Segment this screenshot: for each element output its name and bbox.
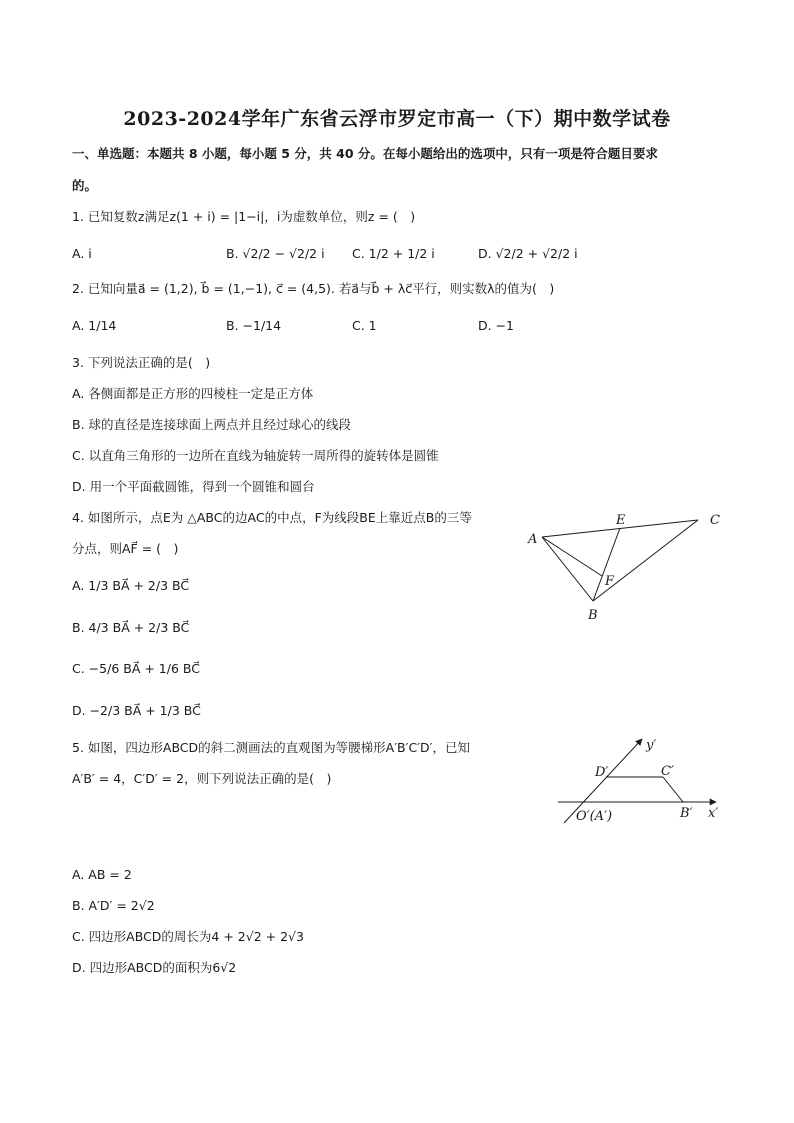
label-f: F bbox=[605, 574, 615, 589]
label-origin: O′(A′) bbox=[576, 809, 613, 824]
label-y-axis: y′ bbox=[646, 738, 657, 753]
label-c: C bbox=[710, 513, 720, 528]
q4-option-b: B. 4/3 BA⃗ + 2/3 BC⃗ bbox=[72, 620, 190, 635]
segment-af bbox=[542, 537, 602, 576]
q1-option-a: A. i bbox=[72, 246, 92, 261]
q4-option-c: C. −5/6 BA⃗ + 1/6 BC⃗ bbox=[72, 661, 200, 676]
q5-stem-line1: 5. 如图，四边形ABCD的斜二测画法的直观图为等腰梯形A′B′C′D′，已知 bbox=[72, 740, 470, 755]
q1-option-d: D. √2/2 + √2/2 i bbox=[478, 246, 578, 261]
q1-option-b: B. √2/2 − √2/2 i bbox=[226, 246, 325, 261]
q1-option-c: C. 1/2 + 1/2 i bbox=[352, 246, 435, 261]
q2-stem: 2. 已知向量a⃗ = (1,2), b⃗ = (1,−1), c⃗ = (4,5). 若a⃗与b⃗ + λc⃗平行，则实数λ的值为( ) bbox=[72, 281, 555, 296]
section-heading-line1: 一、单选题：本题共 8 小题，每小题 5 分，共 40 分。在每小题给出的选项中，只有一项是符合题目要求 bbox=[72, 146, 658, 161]
q1-stem: 1. 已知复数z满足z(1 + i) = |1−i|，i为虚数单位，则z = ( ) bbox=[72, 209, 416, 224]
section-heading-line2: 的。 bbox=[72, 178, 98, 193]
label-b: B bbox=[588, 608, 598, 623]
label-b: B′ bbox=[680, 806, 693, 821]
segment-cb bbox=[663, 777, 683, 802]
q2-option-d: D. −1 bbox=[478, 318, 514, 333]
q3-option-c: C. 以直角三角形的一边所在直线为轴旋转一周所得的旋转体是圆锥 bbox=[72, 448, 439, 463]
q3-option-a: A. 各侧面都是正方形的四棱柱一定是正方体 bbox=[72, 386, 314, 401]
q3-option-b: B. 球的直径是连接球面上两点并且经过球心的线段 bbox=[72, 417, 352, 432]
q4-triangle-figure bbox=[520, 505, 730, 630]
label-e: E bbox=[616, 513, 626, 528]
q5-option-b: B. A′D′ = 2√2 bbox=[72, 898, 155, 913]
q5-trapezoid-figure bbox=[550, 735, 740, 830]
q5-option-a: A. AB = 2 bbox=[72, 867, 132, 882]
q4-option-a: A. 1/3 BA⃗ + 2/3 BC⃗ bbox=[72, 578, 190, 593]
label-c: C′ bbox=[661, 764, 674, 779]
label-x-axis: x′ bbox=[708, 806, 719, 821]
q5-stem-line2: A′B′ = 4，C′D′ = 2，则下列说法正确的是( ) bbox=[72, 771, 332, 786]
q2-option-b: B. −1/14 bbox=[226, 318, 282, 333]
q4-stem-line1: 4. 如图所示，点E为 △ABC的边AC的中点，F为线段BE上靠近点B的三等 bbox=[72, 510, 472, 525]
q4-stem-line2: 分点，则AF⃗ = ( ) bbox=[72, 541, 179, 556]
q3-stem: 3. 下列说法正确的是( ) bbox=[72, 355, 211, 370]
exam-title: 2023-2024学年广东省云浮市罗定市高一（下）期中数学试卷 bbox=[123, 108, 671, 130]
label-a: A bbox=[528, 532, 538, 547]
segment-ab bbox=[542, 537, 593, 601]
label-d: D′ bbox=[595, 765, 609, 780]
q4-option-d: D. −2/3 BA⃗ + 1/3 BC⃗ bbox=[72, 703, 201, 718]
q5-option-c: C. 四边形ABCD的周长为4 + 2√2 + 2√3 bbox=[72, 929, 304, 944]
q5-option-d: D. 四边形ABCD的面积为6√2 bbox=[72, 960, 237, 975]
q2-option-c: C. 1 bbox=[352, 318, 377, 333]
q3-option-d: D. 用一个平面截圆锥，得到一个圆锥和圆台 bbox=[72, 479, 315, 494]
q2-option-a: A. 1/14 bbox=[72, 318, 117, 333]
